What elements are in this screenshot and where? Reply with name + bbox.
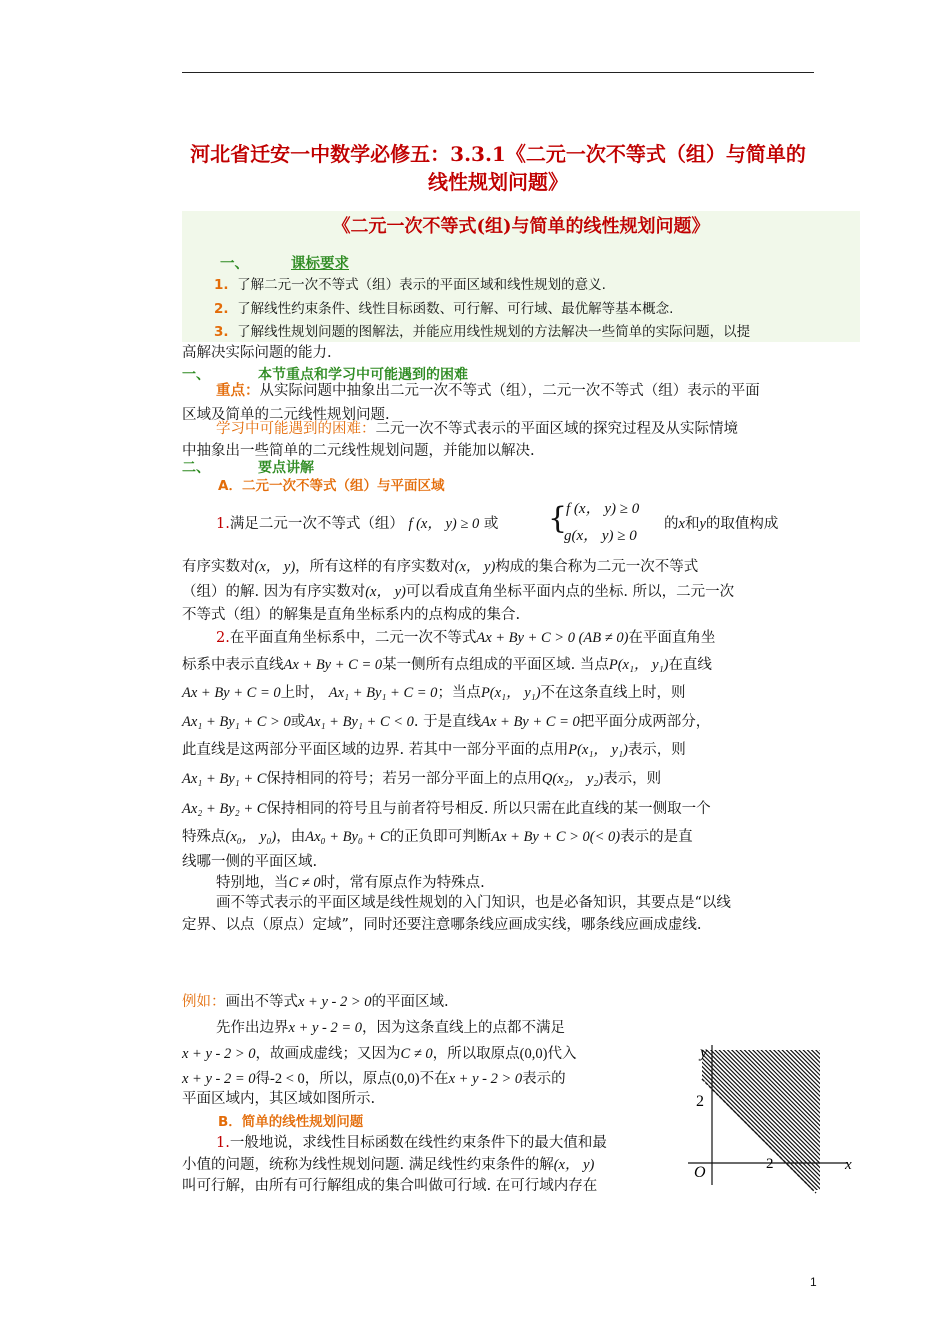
system-inequality-f: f (x， y) ≥ 0 <box>566 501 640 517</box>
method-paragraph-cont: 定界、以点（原点）定域”，同时还要注意哪条线应画成实线，哪条线应画成虚线. <box>182 917 702 933</box>
example-line2: 先作出边界x + y - 2 = 0，因为这条直线上的点都不满足 <box>216 1020 566 1036</box>
subsection-b-heading: B．简单的线性规划问题 <box>218 1114 364 1130</box>
point2-line2: 标系中表示直线Ax + By + C = 0某一侧所有点组成的平面区域. 当点P(x₁， y₁)在直线 <box>182 657 712 673</box>
point2-line9: 线哪一侧的平面区域. <box>182 854 318 870</box>
objective-item-3: 3. 了解线性规划问题的图解法，并能应用线性规划的方法解决一些简单的实际问题，以提 <box>214 324 751 340</box>
special-case-line: 特别地，当C ≠ 0时，常有原点作为特殊点. <box>216 875 485 891</box>
point2-line1: 2.在平面直角坐标系中，二元一次不等式Ax + By + C > 0 (AB ≠ 0)在平面直角坐 <box>216 630 716 646</box>
origin-label: O <box>694 1164 706 1181</box>
section2-heading: 一、 本节重点和学习中可能遇到的困难 <box>182 367 468 383</box>
point2-line4: Ax₁ + By₁ + C > 0或Ax₁ + By₁ + C < 0. 于是直线Ax + By + C = 0把平面分成两部分， <box>182 714 711 730</box>
pointB1-line1: 1.一般地说，求线性目标函数在线性约束条件下的最大值和最 <box>216 1135 607 1151</box>
point1-line2: 有序实数对(x， y)，所有这样的有序实数对(x， y)构成的集合称为二元一次不等式 <box>182 559 699 575</box>
x-tick-label: 2 <box>766 1156 774 1172</box>
section3-heading: 二、 要点讲解 <box>182 460 314 476</box>
example-line3: x + y - 2 > 0，故画成虚线；又因为C ≠ 0，所以取原点(0,0)代入 <box>182 1046 577 1062</box>
method-paragraph: 画不等式表示的平面区域是线性规划的入门知识，也是必备知识，其要点是“以线 <box>216 895 731 911</box>
pointB1-line3: 叫可行解，由所有可行解组成的集合叫做可行域. 在可行域内存在 <box>182 1178 598 1194</box>
difficulty-cont: 中抽象出一些简单的二元线性规划问题，并能加以解决. <box>182 443 535 459</box>
point2-line5: 此直线是这两部分平面区域的边界. 若其中一部分平面的点用P(x₁， y₁)表示，则 <box>182 742 686 758</box>
document-subtitle: 《二元一次不等式(组)与简单的线性规划问题》 <box>332 216 710 237</box>
system-brace: { <box>548 501 568 536</box>
system-inequality-g: g(x， y) ≥ 0 <box>564 528 637 544</box>
difficulty-paragraph: 学习中可能遇到的困难：二元一次不等式表示的平面区域的探究过程及从实际情境 <box>216 421 738 437</box>
objective-item-3-cont: 高解决实际问题的能力. <box>182 345 332 361</box>
point2-line3: Ax + By + C = 0上时， Ax₁ + By₁ + C = 0；当点P(x₁， y₁)不在这条直线上时，则 <box>182 685 686 701</box>
point2-line6: Ax₁ + By₁ + C保持相同的符号；若另一部分平面上的点用Q(x₂， y₂)表示，则 <box>182 771 662 787</box>
subsection-a-heading: A．二元一次不等式（组）与平面区域 <box>218 478 445 494</box>
key-point-paragraph: 重点：从实际问题中抽象出二元一次不等式（组），二元一次不等式（组）表示的平面 <box>216 382 760 399</box>
section1-heading: 一、 课标要求 <box>220 255 349 272</box>
y-axis-label: y <box>700 1044 708 1061</box>
key-point-cont: 区域及简单的二元线性规划问题. <box>182 407 390 423</box>
hatch-line <box>680 1053 860 1195</box>
point1-line4: 不等式（组）的解集是直角坐标系内的点构成的集合. <box>182 607 521 623</box>
page-number: 1 <box>810 1275 817 1289</box>
example-line5: 平面区域内，其区域如图所示. <box>182 1091 376 1107</box>
feasible-region-figure <box>680 1035 860 1195</box>
point2-line7: Ax₂ + By₂ + C保持相同的符号且与前者符号相反. 所以只需在此直线的某一侧取一个 <box>182 801 711 817</box>
point1-line1-tail: 的x和y的取值构成 <box>664 516 779 532</box>
example-line1: 例如：画出不等式x + y - 2 > 0的平面区域. <box>182 994 449 1010</box>
y-tick-label: 2 <box>696 1093 704 1110</box>
document-title: 河北省迁安一中数学必修五：3.3.1《二元一次不等式（组）与简单的线性规划问题》 <box>190 142 806 194</box>
point1-line3: （组）的解. 因为有序实数对(x， y)可以看成直角坐标平面内点的坐标. 所以，二元一次 <box>182 584 735 600</box>
example-line4: x + y - 2 = 0得-2 < 0，所以，原点(0,0)不在x + y - 2 > 0表示的 <box>182 1071 566 1087</box>
pointB1-line2: 小值的问题，统称为线性规划问题. 满足线性约束条件的解(x， y) <box>182 1157 595 1173</box>
objective-item-2: 2. 了解线性约束条件、线性目标函数、可行解、可行域、最优解等基本概念. <box>214 301 674 317</box>
header-rule <box>182 72 814 73</box>
x-axis-label: x <box>845 1157 852 1173</box>
objective-item-1: 1. 了解二元一次不等式（组）表示的平面区域和线性规划的意义. <box>214 277 606 293</box>
point1-line1: 1.满足二元一次不等式（组） f (x， y) ≥ 0 或 <box>216 516 499 532</box>
point2-line8: 特殊点(x₀， y₀)，由Ax₀ + By₀ + C的正负即可判断Ax + By + C > 0(< 0)表示的是直 <box>182 829 693 845</box>
